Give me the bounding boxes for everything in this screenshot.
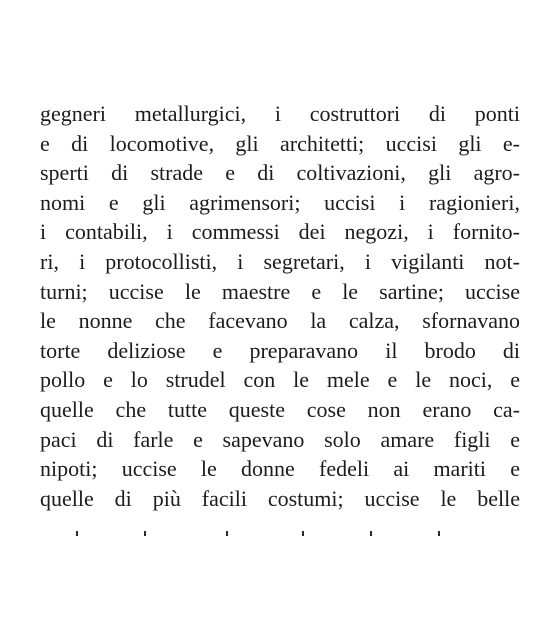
body-text bbox=[40, 99, 520, 513]
cropped-glyph-fragment bbox=[226, 531, 228, 536]
text-line: e di locomotive, gli architetti; uccisi gli e- bbox=[40, 130, 520, 156]
text-line: nomi e gli agrimensori; uccisi i ragionieri, bbox=[40, 189, 520, 215]
text-line: pollo e lo strudel con le mele e le noci, e bbox=[40, 367, 520, 393]
cropped-glyph-fragment bbox=[438, 531, 440, 536]
text-line: turni; uccise le maestre e le sartine; uccise bbox=[40, 278, 520, 304]
cropped-glyph-fragment bbox=[302, 531, 304, 536]
cropped-glyph-fragment bbox=[76, 531, 78, 536]
text-line: gegneri metallurgici, i costruttori di ponti bbox=[40, 101, 520, 126]
text-line: ri, i protocollisti, i segretari, i vigilanti not- bbox=[40, 248, 520, 274]
text-line: paci di farle e sapevano solo amare figli e bbox=[40, 426, 520, 452]
cropped-glyph-fragment bbox=[144, 531, 146, 536]
text-line: nipoti; uccise le donne fedeli ai mariti e bbox=[40, 456, 520, 482]
text-line: i contabili, i commessi dei negozi, i fornito- bbox=[40, 219, 520, 245]
text-line: sperti di strade e di coltivazioni, gli agro- bbox=[40, 160, 520, 186]
text-line: le nonne che facevano la calza, sfornavano bbox=[40, 308, 520, 334]
text-line: torte deliziose e preparavano il brodo di bbox=[40, 337, 520, 363]
text-line: quelle che tutte queste cose non erano ca- bbox=[40, 396, 520, 422]
cropped-next-line bbox=[40, 528, 520, 536]
text-line: quelle di più facili costumi; uccise le belle bbox=[40, 485, 520, 511]
cropped-glyph-fragment bbox=[370, 531, 372, 536]
